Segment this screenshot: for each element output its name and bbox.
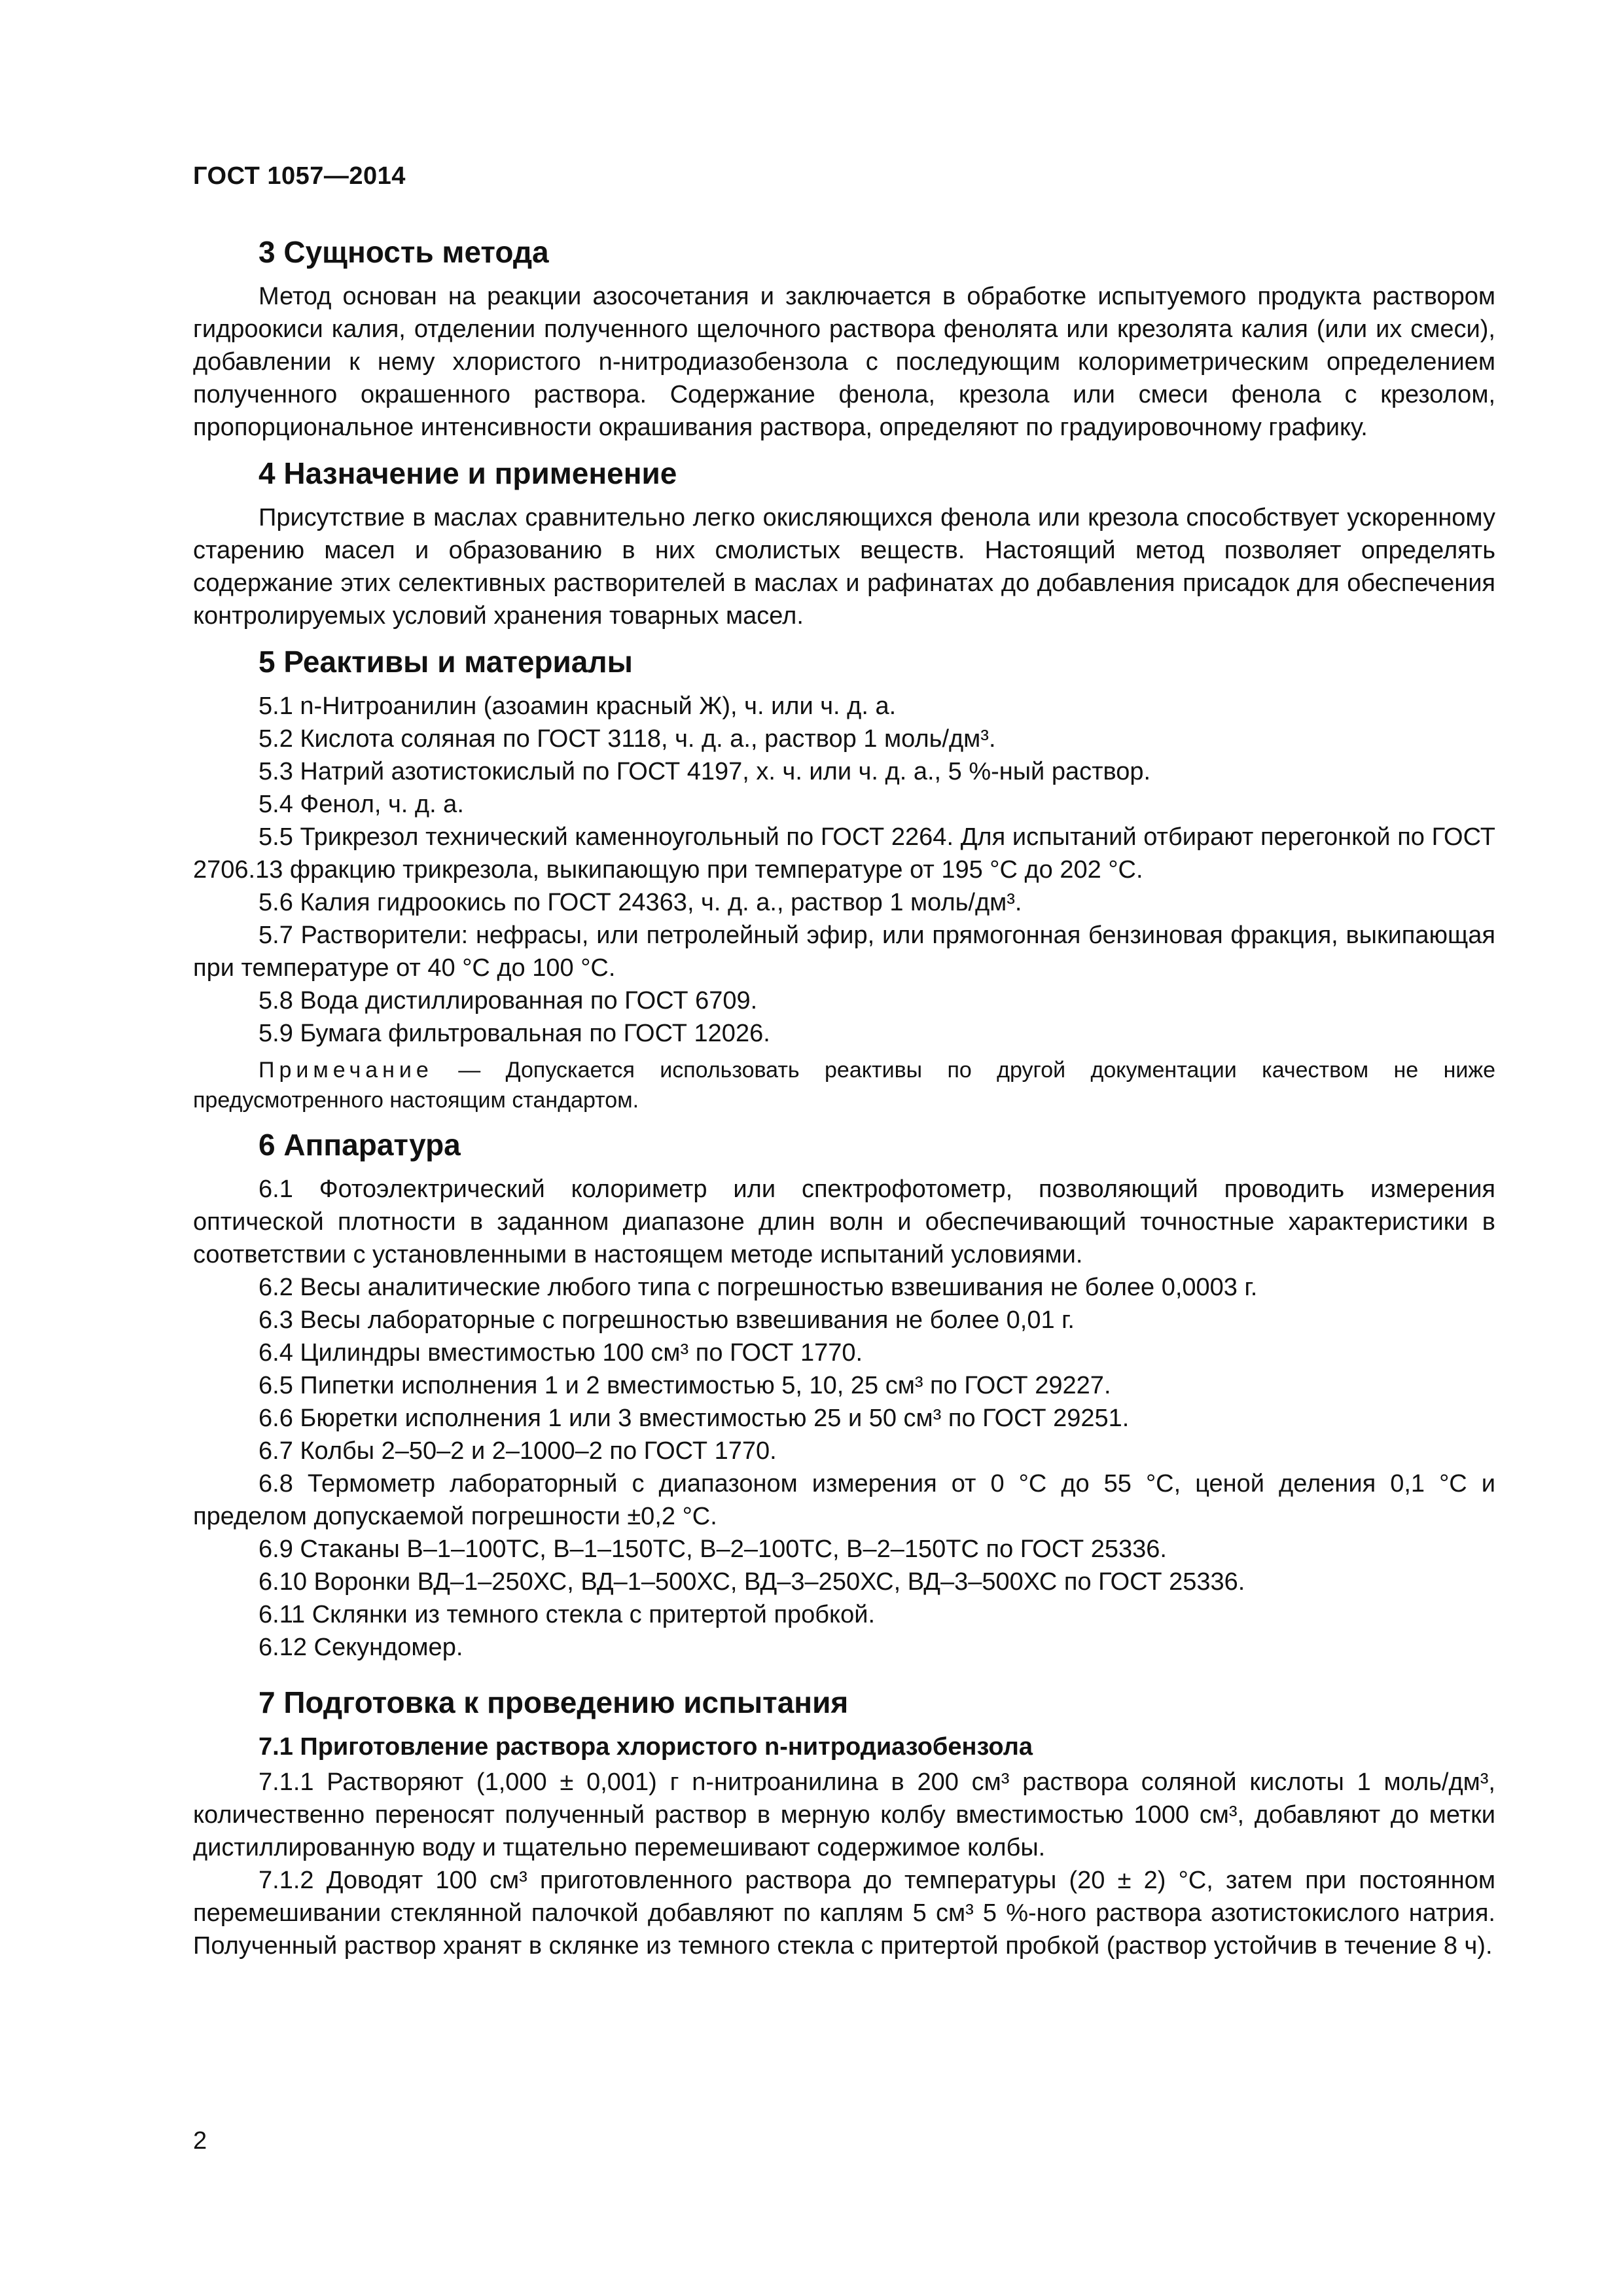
item-6-10: 6.10 Воронки ВД–1–250ХС, ВД–1–500ХС, ВД–3–250ХС, ВД–3–500ХС по ГОСТ 25336. (259, 1568, 1245, 1596)
section-5-title: 5 Реактивы и материалы (259, 645, 633, 679)
item-5-7: 5.7 Растворители: нефрасы, или петролейный эфир, или прямогонная бензиновая фракция, выкипающая при температуре от 40 °С до 100 °С. (193, 922, 1495, 982)
item-6-7: 6.7 Колбы 2–50–2 и 2–1000–2 по ГОСТ 1770. (259, 1437, 777, 1465)
item-5-5: 5.5 Трикрезол технический каменноугольный по ГОСТ 2264. Для испытаний отбирают перегонкой по ГОСТ 2706.13 фракцию трикрезола, выкипающую при температуре от 195 °С до 202 °С. (193, 823, 1495, 884)
item-5-6: 5.6 Калия гидроокись по ГОСТ 24363, ч. д. а., раствор 1 моль/дм³. (259, 889, 1022, 916)
section-4-title: 4 Назначение и применение (259, 456, 677, 490)
document-header: ГОСТ 1057—2014 (193, 162, 406, 190)
item-5-1: 5.1 n-Нитроанилин (азоамин красный Ж), ч. или ч. д. а. (259, 692, 897, 720)
item-6-11: 6.11 Склянки из темного стекла с притертой пробкой. (259, 1601, 876, 1628)
section-3-paragraph: Метод основан на реакции азосочетания и заключается в обработке испытуемого продукта раствором гидроокиси калия, отделении полученного щелочного раствора фенолята или крезолята калия (или их смеси), добавлении к нему хлористого n-нитродиазобензола с последующим колориметрическим определением полученного окрашенного раствора. Содержание фенола, крезола или смеси фенола с крезолом, пропорциональное интенсивности окрашивания раствора, определяют по градуировочному графику. (193, 283, 1495, 441)
section-4-paragraph: Присутствие в маслах сравнительно легко окисляющихся фенола или крезола способствует ускоренному старению масел и образованию в них смолистых веществ. Настоящий метод позволяет определять содержание этих селективных растворителей в маслах и рафинатах до добавления присадок для обеспечения контролируемых условий хранения товарных масел. (193, 504, 1495, 630)
document-body (193, 223, 1495, 1962)
subsection-7-1-title: 7.1 Приготовление раствора хлористого n-нитродиазобензола (259, 1733, 1033, 1761)
item-6-8: 6.8 Термометр лабораторный с диапазоном измерения от 0 °С до 55 °С, ценой деления 0,1 °С и пределом допускаемой погрешности ±0,2 °С. (193, 1470, 1495, 1530)
item-5-9: 5.9 Бумага фильтровальная по ГОСТ 12026. (259, 1020, 770, 1047)
item-5-4: 5.4 Фенол, ч. д. а. (259, 791, 464, 818)
item-6-2: 6.2 Весы аналитические любого типа с погрешностью взвешивания не более 0,0003 г. (259, 1274, 1258, 1301)
section-6-title: 6 Аппаратура (259, 1128, 461, 1162)
paragraph-7-1-1: 7.1.1 Растворяют (1,000 ± 0,001) г n-нитроанилина в 200 см³ раствора соляной кислоты 1 моль/дм³, количественно переносят полученный раствор в мерную колбу вместимостью 1000 см³, добавляют до метки дистиллированную воду и тщательно перемешивают содержимое колбы. (193, 1768, 1495, 1861)
item-5-2: 5.2 Кислота соляная по ГОСТ 3118, ч. д. а., раствор 1 моль/дм³. (259, 725, 996, 753)
item-6-6: 6.6 Бюретки исполнения 1 или 3 вместимостью 25 и 50 см³ по ГОСТ 29251. (259, 1405, 1130, 1432)
item-6-9: 6.9 Стаканы В–1–100ТС, В–1–150ТС, В–2–100ТС, В–2–150ТС по ГОСТ 25336. (259, 1535, 1167, 1563)
section-7-title: 7 Подготовка к проведению испытания (259, 1685, 849, 1719)
item-6-5: 6.5 Пипетки исполнения 1 и 2 вместимостью 5, 10, 25 см³ по ГОСТ 29227. (259, 1372, 1111, 1399)
item-6-12: 6.12 Секундомер. (259, 1634, 463, 1661)
section-5-note (193, 1055, 1495, 1115)
item-6-3: 6.3 Весы лабораторные с погрешностью взвешивания не более 0,01 г. (259, 1306, 1075, 1334)
note-label: Примечание (259, 1058, 433, 1083)
item-5-8: 5.8 Вода дистиллированная по ГОСТ 6709. (259, 987, 758, 1014)
section-3-title: 3 Сущность метода (259, 235, 549, 269)
note-text: — Допускается использовать реактивы по другой документации качеством не ниже предусмотренного настоящим стандартом. (193, 1058, 1495, 1113)
item-6-4: 6.4 Цилиндры вместимостью 100 см³ по ГОСТ 1770. (259, 1339, 863, 1367)
item-6-1: 6.1 Фотоэлектрический колориметр или спектрофотометр, позволяющий проводить измерения оптической плотности в заданном диапазоне длин волн и обеспечивающий точностные характеристики в соответствии с установленными в настоящем методе испытаний условиями. (193, 1175, 1495, 1268)
paragraph-7-1-2: 7.1.2 Доводят 100 см³ приготовленного раствора до температуры (20 ± 2) °С, затем при постоянном перемешивании стеклянной палочкой добавляют по каплям 5 см³ 5 %-ного раствора азотистокислого натрия. Полученный раствор хранят в склянке из темного стекла с притертой пробкой (раствор устойчив в течение 8 ч). (193, 1867, 1495, 1960)
page-number: 2 (193, 2127, 207, 2155)
item-5-3: 5.3 Натрий азотистокислый по ГОСТ 4197, х. ч. или ч. д. а., 5 %-ный раствор. (259, 758, 1151, 785)
